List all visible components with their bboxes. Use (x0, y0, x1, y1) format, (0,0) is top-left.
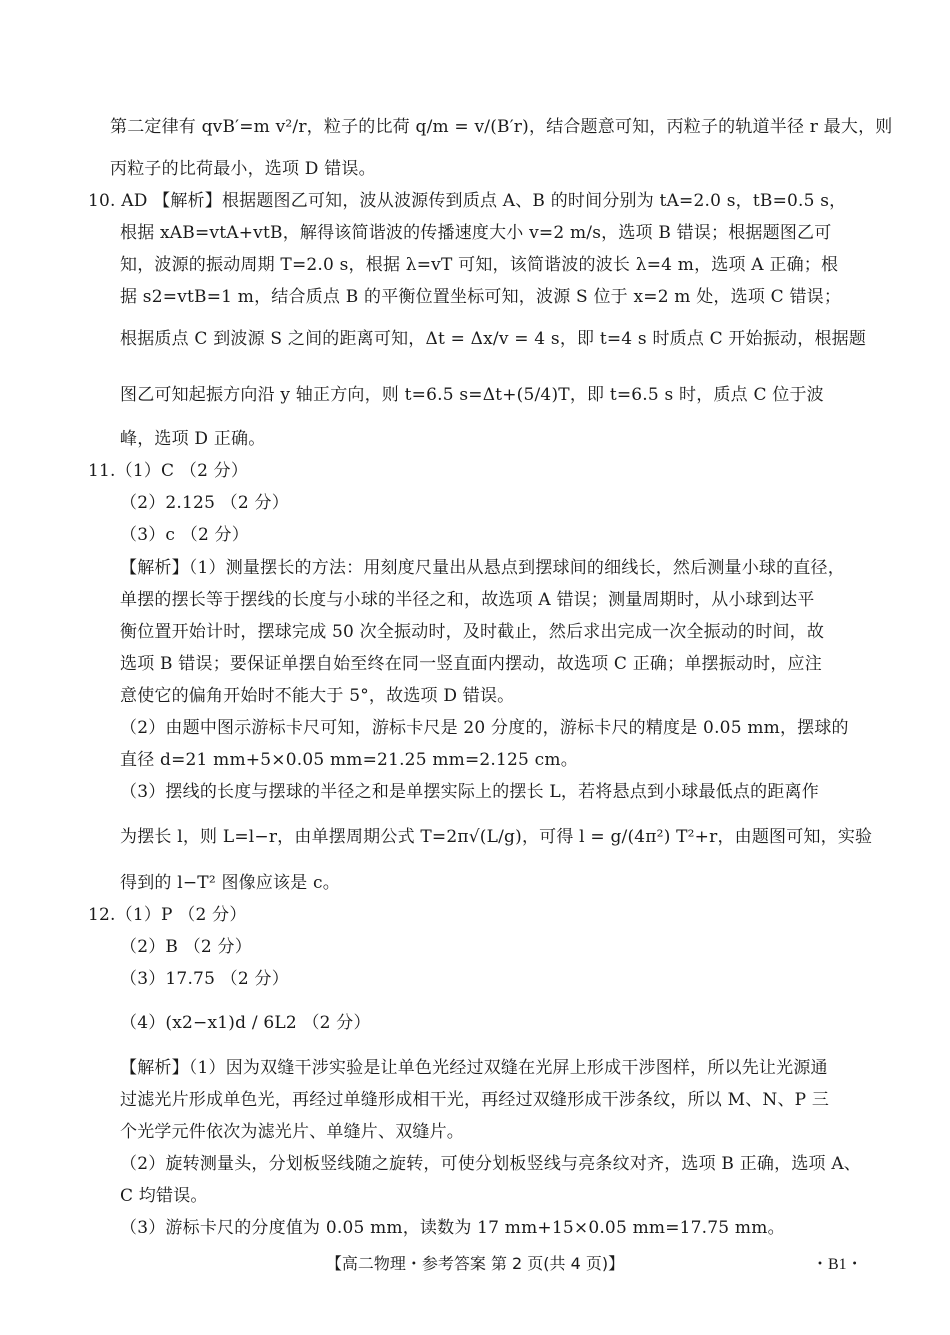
page-footer-code: ・B1・ (812, 1256, 863, 1273)
text-line: （2）旋转测量头，分划板竖线随之旋转，可使分划板竖线与亮条纹对齐，选项 B 正确，选项 A、 (120, 1154, 861, 1174)
text-line: （3）摆线的长度与摆球的半径之和是单摆实际上的摆长 L，若将悬点到小球最低点的距离作 (120, 782, 819, 802)
text-line: 根据质点 C 到波源 S 之间的距离可知，Δt = Δx/v = 4 s，即 t=4 s 时质点 C 开始振动，根据题 (120, 329, 867, 349)
text-line: （2）由题中图示游标卡尺可知，游标卡尺是 20 分度的，游标卡尺的精度是 0.05 mm，摆球的 (120, 718, 849, 738)
text-line: 根据 xAB=vtA+vtB，解得该简谐波的传播速度大小 v=2 m/s，选项 B 错误；根据题图乙可 (120, 223, 832, 243)
text-line: 丙粒子的比荷最小，选项 D 错误。 (110, 159, 376, 179)
text-line: 峰，选项 D 正确。 (120, 429, 266, 449)
text-line: （3）游标卡尺的分度值为 0.05 mm，读数为 17 mm+15×0.05 mm=17.75 mm。 (120, 1218, 785, 1238)
text-line: 单摆的摆长等于摆线的长度与小球的半径之和，故选项 A 错误；测量周期时，从小球到达平 (120, 590, 815, 610)
text-line: 意使它的偏角开始时不能大于 5°，故选项 D 错误。 (120, 686, 515, 706)
question-10-header: 10. AD 【解析】根据题图乙可知，波从波源传到质点 A、B 的时间分别为 tA=2.0 s，tB=0.5 s， (88, 191, 847, 211)
text-line: 得到的 l−T² 图像应该是 c。 (120, 873, 340, 893)
text-line: 知，波源的振动周期 T=2.0 s，根据 λ=vT 可知，该简谐波的波长 λ=4 m，选项 A 正确；根 (120, 255, 839, 275)
text-line: 直径 d=21 mm+5×0.05 mm=21.25 mm=2.125 cm。 (120, 750, 578, 770)
answer-line: （4）(x2−x1)d / 6L2 （2 分） (120, 1013, 371, 1033)
question-12-header: 12.（1）P （2 分） (88, 905, 247, 925)
text-line: 据 s2=vtB=1 m，结合质点 B 的平衡位置坐标可知，波源 S 位于 x=2 m 处，选项 C 错误； (120, 287, 842, 307)
text-line: C 均错误。 (120, 1186, 208, 1206)
analysis-line: 【解析】（1）因为双缝干涉实验是让单色光经过双缝在光屏上形成干涉图样，所以先让光源通 (120, 1058, 828, 1078)
analysis-line: 【解析】（1）测量摆长的方法：用刻度尺量出从悬点到摆球间的细线长，然后测量小球的直径， (120, 558, 845, 578)
page-footer-title: 【高二物理・参考答案 第 2 页(共 4 页)】 (325, 1254, 625, 1273)
answer-line: （3）c （2 分） (120, 525, 249, 545)
text-line: 衡位置开始计时，摆球完成 50 次全振动时，及时截止，然后求出完成一次全振动的时间，故 (120, 622, 825, 642)
text-line: 为摆长 l，则 L=l−r，由单摆周期公式 T=2π√(L/g)，可得 l = g/(4π²) T²+r，由题图可知，实验 (120, 827, 873, 847)
text-line: 个光学元件依次为滤光片、单缝片、双缝片。 (120, 1122, 464, 1142)
question-11-header: 11.（1）C （2 分） (88, 461, 249, 481)
text-line: 选项 B 错误；要保证单摆自始至终在同一竖直面内摆动，故选项 C 正确；单摆振动时，应注 (120, 654, 822, 674)
answer-line: （2）2.125 （2 分） (120, 493, 289, 513)
answer-line: （3）17.75 （2 分） (120, 969, 289, 989)
text-line: 图乙可知起振方向沿 y 轴正方向，则 t=6.5 s=Δt+(5/4)T，即 t=6.5 s 时，质点 C 位于波 (120, 385, 824, 405)
text-line: 第二定律有 qvB′=m v²/r，粒子的比荷 q/m = v/(B′r)，结合题意可知，丙粒子的轨道半径 r 最大，则 (110, 117, 893, 137)
answer-line: （2）B （2 分） (120, 937, 252, 957)
text-line: 过滤光片形成单色光，再经过单缝形成相干光，再经过双缝形成干涉条纹，所以 M、N、P 三 (120, 1090, 830, 1110)
